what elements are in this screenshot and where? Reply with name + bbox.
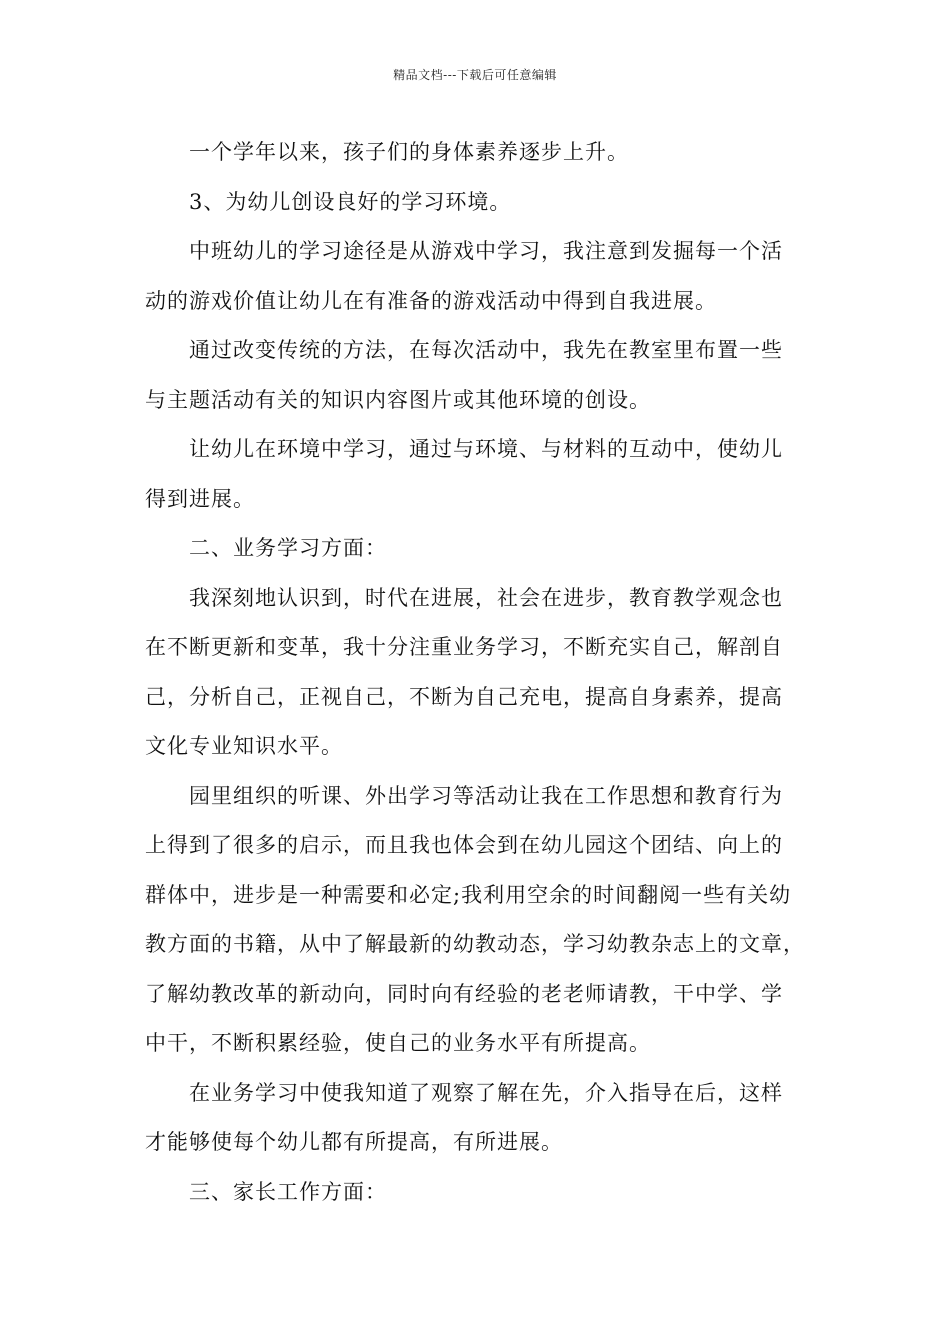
text-line: 己，分析自己，正视自己，不断为自己充电，提高自身素养，提高 bbox=[145, 684, 783, 709]
text-line: 园里组织的听课、外出学习等活动让我在工作思想和教育行为 bbox=[189, 783, 783, 808]
text-line: 我深刻地认识到，时代在进展，社会在进步，教育教学观念也 bbox=[189, 585, 783, 610]
section-heading: 二、业务学习方面： bbox=[189, 536, 387, 560]
text-line: 在不断更新和变革，我十分注重业务学习，不断充实自己，解剖自 bbox=[145, 635, 783, 659]
text-line: 教方面的书籍，从中了解最新的幼教动态，学习幼教杂志上的文章， bbox=[145, 932, 805, 956]
text-line: 中干，不断积累经验，使自己的业务水平有所提高。 bbox=[145, 1031, 651, 1055]
document-body bbox=[145, 128, 810, 1217]
text-line: 动的游戏价值让幼儿在有准备的游戏活动中得到自我进展。 bbox=[145, 288, 717, 313]
section-heading: 三、家长工作方面： bbox=[189, 1179, 387, 1204]
text-line: 上得到了很多的启示，而且我也体会到在幼儿园这个团结、向上的 bbox=[145, 833, 783, 857]
text-line: 一个学年以来，孩子们的身体素养逐步上升。 bbox=[189, 140, 629, 164]
text-line: 与主题活动有关的知识内容图片或其他环境的创设。 bbox=[145, 387, 651, 412]
text-line: 得到进展。 bbox=[145, 486, 255, 511]
text-line: 通过改变传统的方法，在每次活动中，我先在教室里布置一些 bbox=[189, 338, 783, 362]
page-header: 精品文档---下载后可任意编辑 bbox=[393, 68, 557, 82]
text-line: 中班幼儿的学习途径是从游戏中学习，我注意到发掘每一个活 bbox=[189, 239, 783, 263]
text-line: 文化专业知识水平。 bbox=[145, 734, 343, 758]
text-line: 在业务学习中使我知道了观察了解在先，介入指导在后，这样 bbox=[189, 1080, 783, 1105]
text-line: 群体中，进步是一种需要和必定;我利用空余的时间翻阅一些有关幼 bbox=[145, 882, 792, 907]
section-heading: 3、为幼儿创设良好的学习环境。 bbox=[189, 189, 512, 214]
text-line: 让幼儿在环境中学习，通过与环境、与材料的互动中，使幼儿 bbox=[189, 437, 783, 461]
text-line: 才能够使每个幼儿都有所提高，有所进展。 bbox=[145, 1130, 563, 1154]
text-line: 了解幼教改革的新动向，同时向有经验的老老师请教，干中学、学 bbox=[145, 981, 783, 1006]
